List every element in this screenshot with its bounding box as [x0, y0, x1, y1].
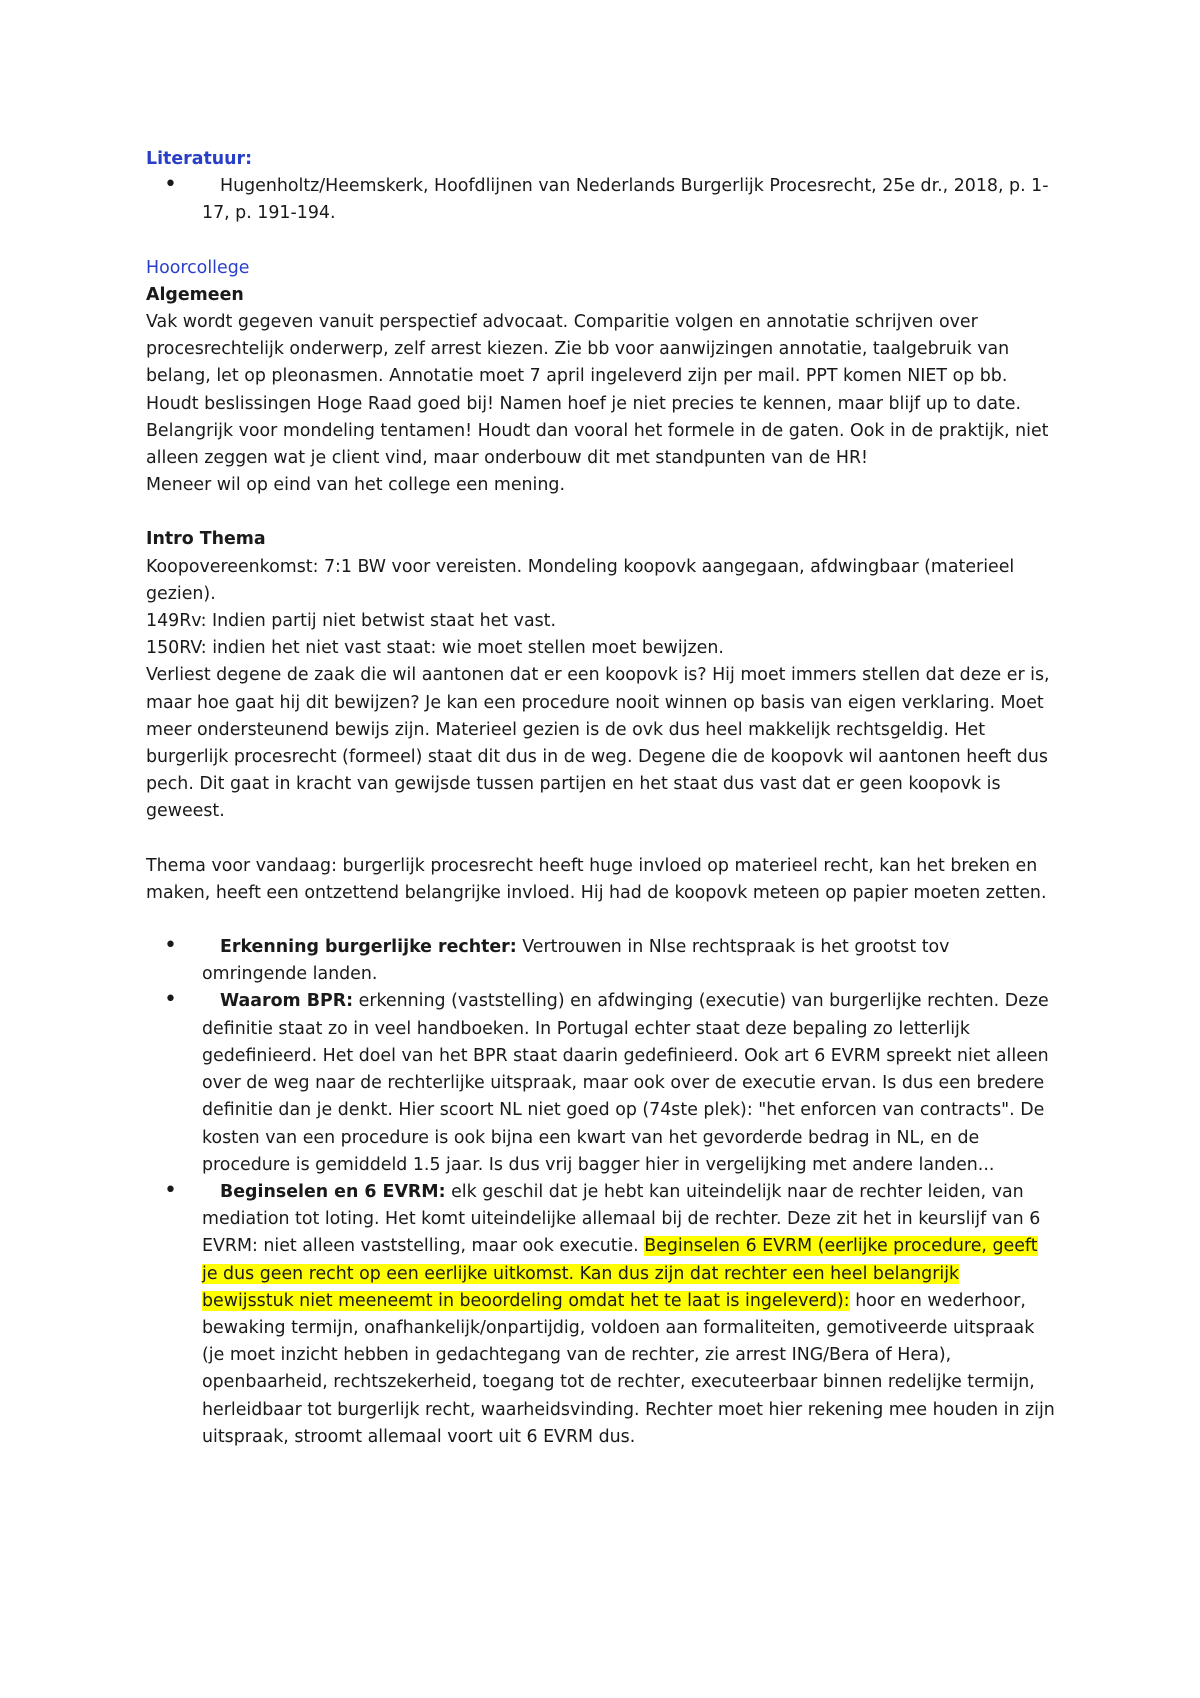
- list-item-title: Waarom BPR:: [220, 991, 354, 1012]
- intro-paragraph: Verliest degene de zaak die wil aantonen dat er een koopovk is? Hij moet immers stellen dat deze er is, maar hoe gaat hij dit bewijzen? Je kan een procedure nooit winnen op basis van eigen verklaring. Moet meer ondersteunend bewijs zijn. Materieel gezien is de ovk dus heel makkelijk rechtsgeldig. Het burgerlijk procesrecht (formeel) staat dit dus in de weg. Degene die de koopovk wil aantonen heeft dus pech. Dit gaat in kracht van gewijsde tussen partijen en het staat dus vast dat er geen koopovk is geweest.: [146, 665, 1050, 822]
- algemeen-paragraph-2: Meneer wil op eind van het college een mening.: [146, 475, 565, 496]
- literatuur-item-text: Hugenholtz/Heemskerk, Hoofdlijnen van Nederlands Burgerlijk Procesrecht, 25e dr., 2018, p. 1-17, p. 191-194.: [202, 176, 1049, 224]
- intro-line-koopovk: Koopovereenkomst: 7:1 BW voor vereisten. Mondeling koopovk aangegaan, afdwingbaar (materieel gezien).: [146, 556, 1015, 604]
- bullet-icon: •: [164, 172, 177, 198]
- intro-line-149rv: 149Rv: Indien partij niet betwist staat het vast.: [146, 611, 557, 632]
- list-item: [146, 1179, 1056, 1451]
- hoorcollege-heading: Hoorcollege: [146, 257, 250, 278]
- list-item: [146, 988, 1056, 1178]
- literatuur-list: [146, 173, 1056, 227]
- highlighted-text: Beginselen 6 EVRM (eerlijke procedure, geeft je dus geen recht op een eerlijke uitkomst. Kan dus zijn dat rechter een heel belangrijk bewijsstuk niet meeneemt in beoordeling omdat het te laat is ingeleverd):: [202, 1236, 1038, 1311]
- list-item-title: Erkenning burgerlijke rechter:: [220, 937, 517, 958]
- list-item: [146, 934, 1056, 988]
- algemeen-heading: Algemeen: [146, 284, 244, 305]
- list-item-title: Beginselen en 6 EVRM:: [220, 1181, 446, 1202]
- intro-thema-heading: Intro Thema: [146, 529, 266, 550]
- list-item-text: Vertrouwen in Nlse rechtspraak is het grootst tov omringende landen.: [202, 937, 950, 985]
- literatuur-heading: Literatuur:: [146, 149, 253, 169]
- literatuur-item: [146, 173, 1056, 227]
- list-item-text: erkenning (vaststelling) en afdwinging (executie) van burgerlijke rechten. Deze definitie staat zo in veel handboeken. In Portugal echter staat deze bepaling zo letterlijk gedefinieerd. Het doel van het BPR staat daarin gedefinieerd. Ook art 6 EVRM spreekt niet alleen over de weg naar de rechterlijke uitspraak, maar ook over de executie ervan. Is dus een bredere definitie dan je denkt. Hier scoort NL niet goed op (74ste plek): "het enforcen van contracts". De kosten van een procedure is ook bijna een kwart van het gevorderde bedrag in NL, en de procedure is gemiddeld 1.5 jaar. Is dus vrij bagger hier in vergelijking met andere landen...: [202, 991, 1049, 1175]
- bullet-icon: •: [164, 987, 177, 1013]
- list-item-text-rest: hoor en wederhoor, bewaking termijn, onafhankelijk/onpartijdig, voldoen aan formaliteiten, gemotiveerde uitspraak (je moet inzicht hebben in gedachtegang van de rechter, zie arrest ING/Bera of Hera), openbaarheid, rechtszekerheid, toegang tot de rechter, executeerbaar binnen redelijke termijn, herleidbaar tot burgerlijk recht, waarheidsvinding. Rechter moet hier rekening mee houden in zijn uitspraak, stroomt allemaal voort uit 6 EVRM dus.: [202, 1290, 1055, 1447]
- intro-line-150rv: 150RV: indien het niet vast staat: wie moet stellen moet bewijzen.: [146, 638, 724, 659]
- list-item-text: elk geschil dat je hebt kan uiteindelijk naar de rechter leiden, van mediation tot loting. Het komt uiteindelijke allemaal bij de rechter. Deze zit het in keurslijf van 6 EVRM: niet alleen vaststelling, maar ook executie.: [202, 1181, 1041, 1257]
- thema-paragraph: Thema voor vandaag: burgerlijk procesrecht heeft huge invloed op materieel recht, kan het breken en maken, heeft een ontzettend belangrijke invloed. Hij had de koopovk meteen op papier moeten zetten.: [146, 855, 1047, 903]
- bullet-icon: •: [164, 933, 177, 959]
- topic-list: [146, 934, 1056, 1451]
- document-content: [146, 146, 1056, 1451]
- algemeen-paragraph: Vak wordt gegeven vanuit perspectief advocaat. Comparitie volgen en annotatie schrijven over procesrechtelijk onderwerp, zelf arrest kiezen. Zie bb voor aanwijzingen annotatie, taalgebruik van belang, let op pleonasmen. Annotatie moet 7 april ingeleverd zijn per mail. PPT komen NIET op bb. Houdt beslissingen Hoge Raad goed bij! Namen hoef je niet precies te kennen, maar blijf up to date. Belangrijk voor mondeling tentamen! Houdt dan vooral het formele in de gaten. Ook in de praktijk, niet alleen zeggen wat je client vind, maar onderbouw dit met standpunten van de HR!: [146, 312, 1049, 469]
- bullet-icon: •: [164, 1177, 177, 1203]
